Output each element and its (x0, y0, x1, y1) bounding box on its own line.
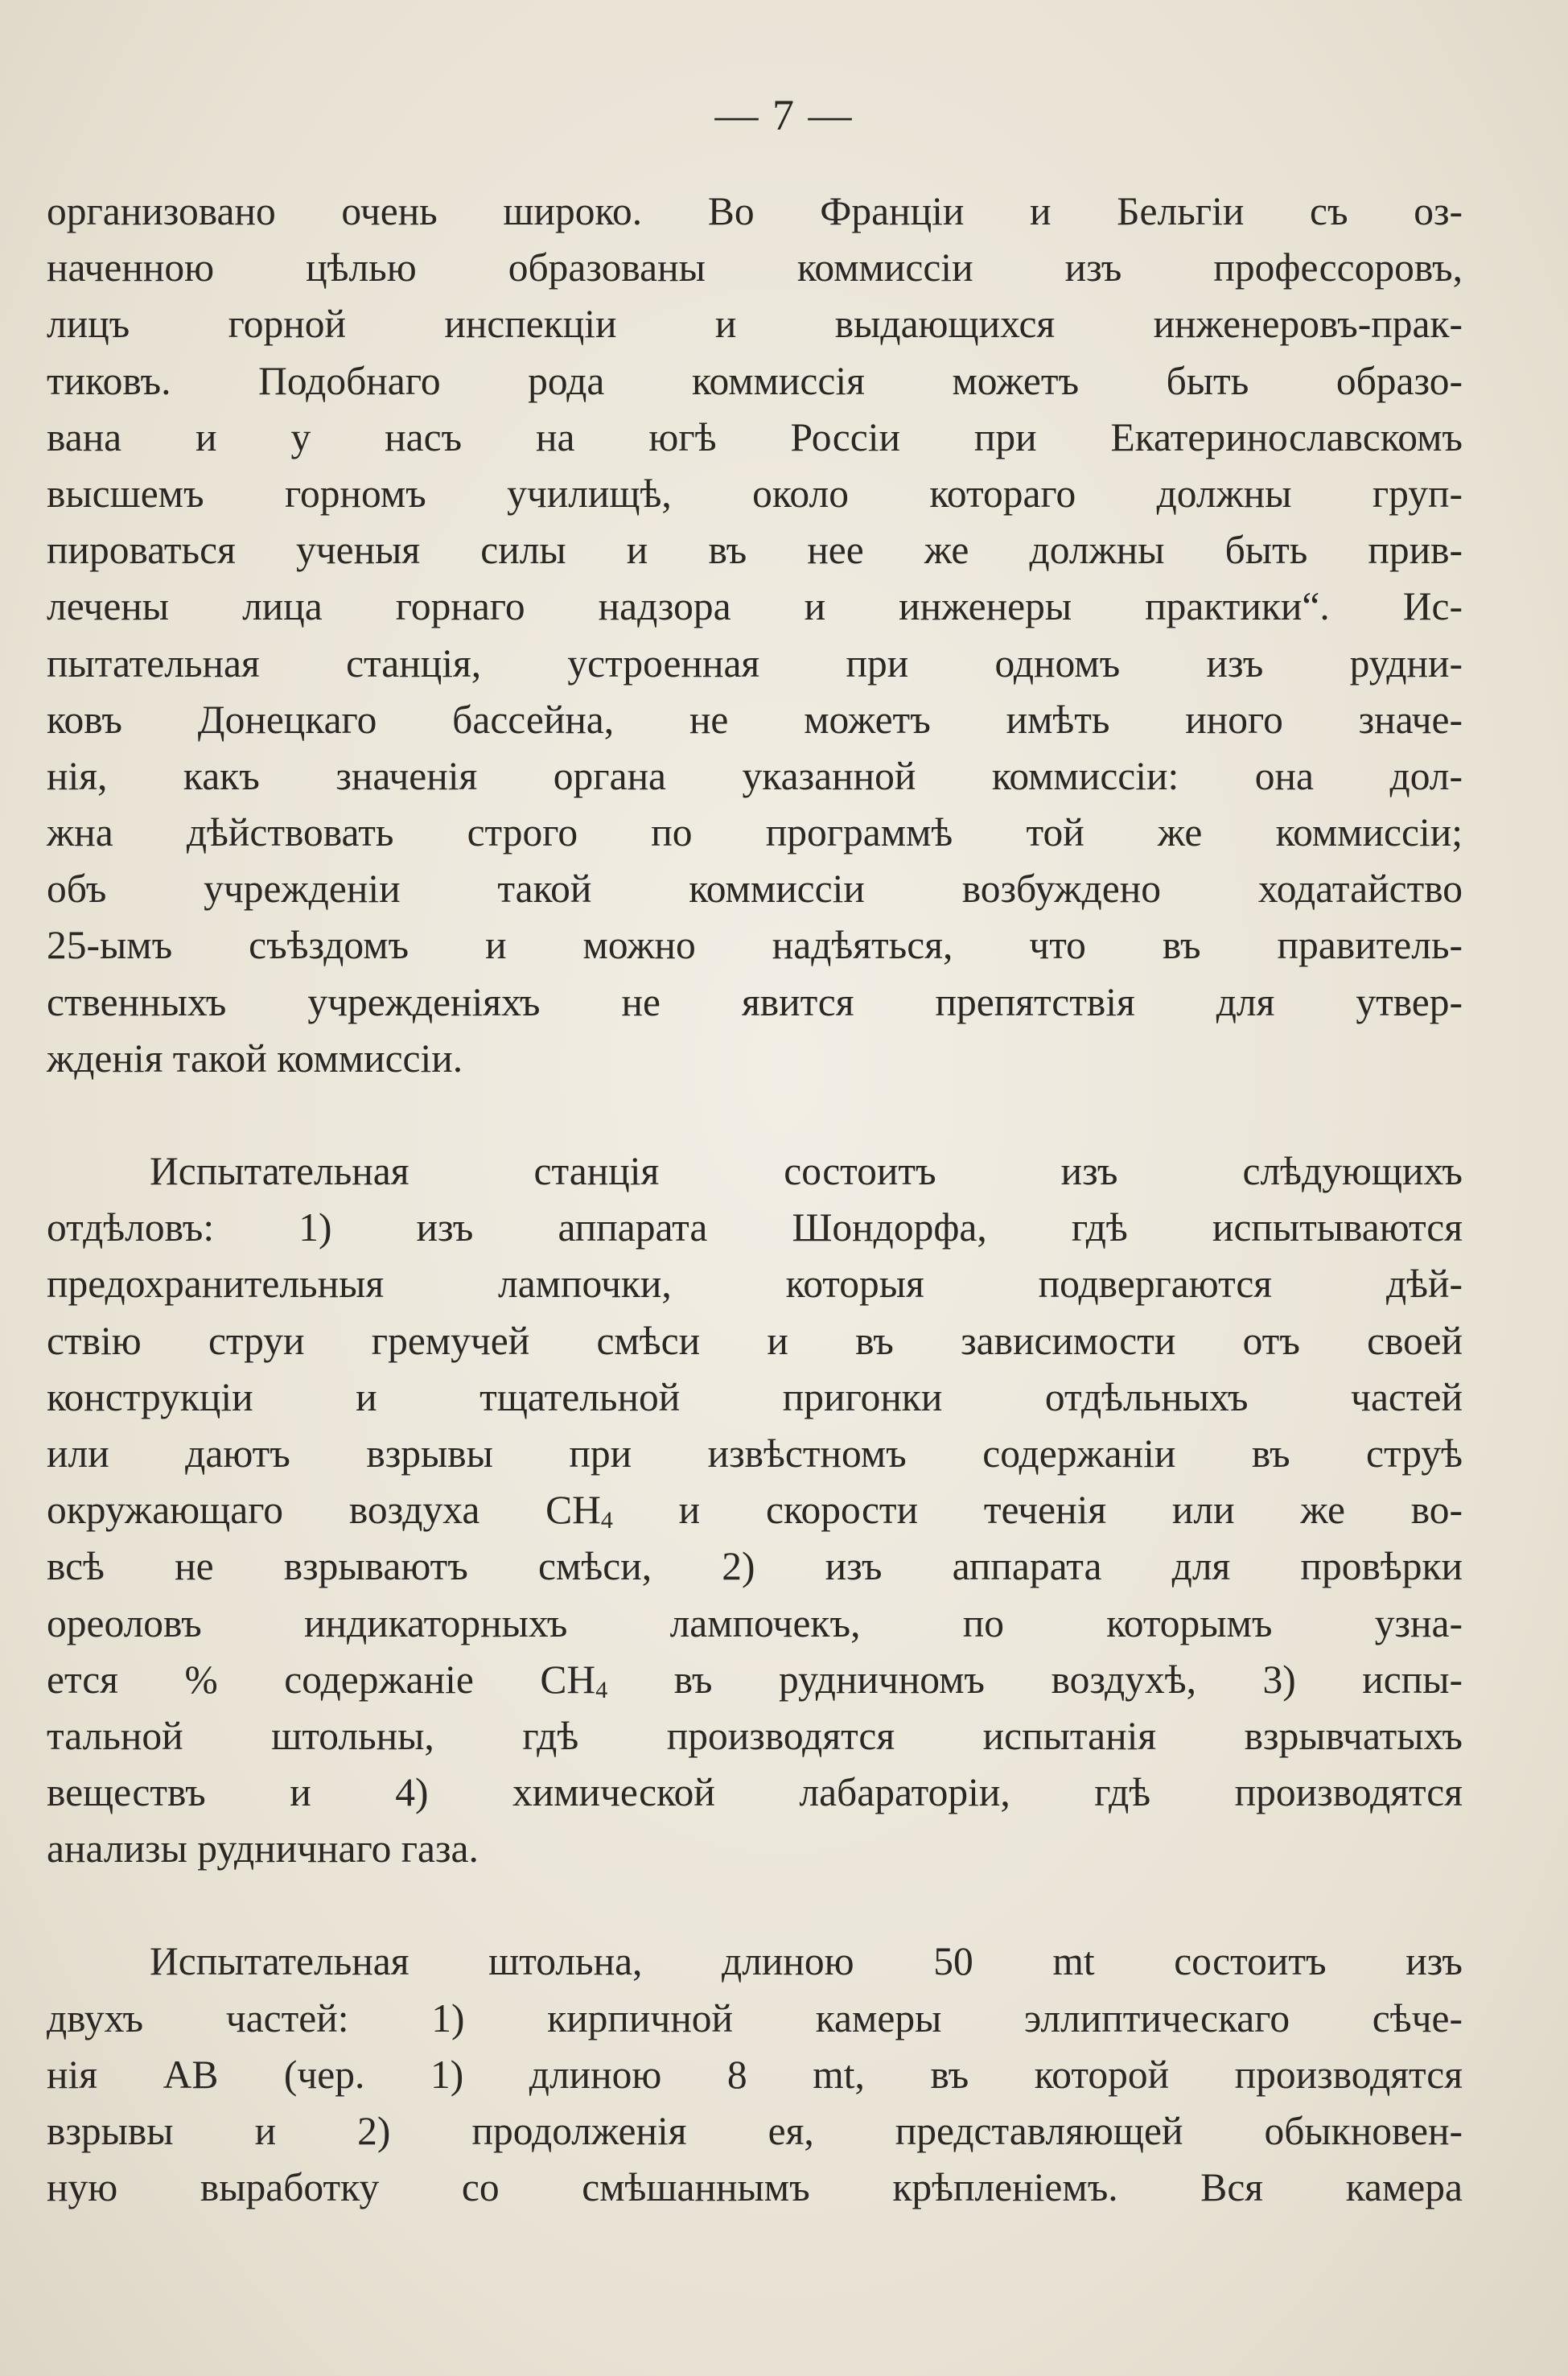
text-line: веществъ и 4) химической лабараторіи, гдѣ производятся (47, 1770, 1463, 1815)
text-line: лечены лица горнаго надзора и инженеры практики“. Ис- (47, 584, 1463, 629)
text-fragment: ется % содержаніе CH (47, 1657, 596, 1702)
text-line: предохранительныя лампочки, которыя подвергаются дѣй- (47, 1262, 1463, 1307)
text-line: пироваться ученыя силы и въ нее же должны быть прив- (47, 528, 1463, 573)
page-number: — 7 — (714, 91, 854, 139)
text-line: ную выработку со смѣшаннымъ крѣпленіемъ. Вся камера (47, 2165, 1463, 2210)
text-line: 25-ымъ съѣздомъ и можно надѣяться, что въ правитель- (47, 923, 1463, 968)
text-line: жденія такой коммиссіи. (47, 1036, 463, 1081)
text-line: жна дѣйствовать строго по программѣ той же коммиссіи; (47, 810, 1463, 855)
text-line: наченною цѣлью образованы коммиссіи изъ профессоровъ, (47, 245, 1463, 290)
text-line: двухъ частей: 1) кирпичной камеры эллиптическаго сѣче- (47, 1995, 1463, 2040)
text-line-with-subscript (47, 1482, 1463, 1538)
text-line: лицъ горной инспекціи и выдающихся инженеровъ-прак- (47, 302, 1463, 347)
subscript: 4 (595, 1676, 608, 1703)
text-line: тиковъ. Подобнаго рода коммиссія можетъ быть образо- (47, 358, 1463, 403)
text-line: нія, какъ значенія органа указанной коммиссіи: она дол- (47, 753, 1463, 798)
text-line: ствію струи гремучей смѣси и въ зависимости отъ своей (47, 1318, 1463, 1363)
subscript: 4 (600, 1507, 613, 1534)
text-fragment: окружающаго воздуха CH (47, 1488, 601, 1533)
paragraph-1 (47, 183, 1463, 1087)
text-line: вана и у насъ на югѣ Россіи при Екатеринославскомъ (47, 414, 1463, 459)
text-line: отдѣловъ: 1) изъ аппарата Шондорфа, гдѣ испытываются (47, 1205, 1463, 1250)
text-line: Испытательная штольна, длиною 50 mt состоитъ изъ (150, 1939, 1463, 1984)
text-line: тальной штольны, гдѣ производятся испытанія взрывчатыхъ (47, 1713, 1463, 1758)
text-line: или даютъ взрывы при извѣстномъ содержаніи въ струѣ (47, 1431, 1463, 1476)
text-line: ственныхъ учрежденіяхъ не явится препятствія для утвер- (47, 979, 1463, 1024)
text-line: пытательная станція, устроенная при одномъ изъ рудни- (47, 640, 1463, 686)
text-fragment: и скорости теченія или же во- (612, 1488, 1463, 1533)
text-fragment: въ рудничномъ воздухѣ, 3) испы- (607, 1657, 1463, 1702)
text-line: нія AB (чер. 1) длиною 8 mt, въ которой производятся (47, 2052, 1463, 2097)
text-line: ковъ Донецкаго бассейна, не можетъ имѣть иного значе- (47, 697, 1463, 742)
text-line: взрывы и 2) продолженія ея, представляющей обыкновен- (47, 2109, 1463, 2153)
text-line: анализы рудничнаго газа. (47, 1826, 479, 1872)
text-line: конструкціи и тщательной пригонки отдѣльныхъ частей (47, 1374, 1463, 1419)
text-line: объ учрежденіи такой коммиссіи возбуждено ходатайство (47, 867, 1463, 912)
text-line: высшемъ горномъ училищѣ, около котораго должны груп- (47, 471, 1463, 516)
text-line: Испытательная станція состоитъ изъ слѣдующихъ (150, 1149, 1463, 1193)
paragraph-2 (47, 1143, 1463, 1877)
text-line: ореоловъ индикаторныхъ лампочекъ, по которымъ узна- (47, 1600, 1463, 1645)
page-body (47, 183, 1463, 2272)
text-line: всѣ не взрываютъ смѣси, 2) изъ аппарата для провѣрки (47, 1544, 1463, 1589)
paragraph-3 (47, 1933, 1463, 2216)
text-line: организовано очень широко. Во Франціи и Бельгіи съ оз- (47, 189, 1463, 233)
text-line-with-subscript (47, 1652, 1463, 1708)
